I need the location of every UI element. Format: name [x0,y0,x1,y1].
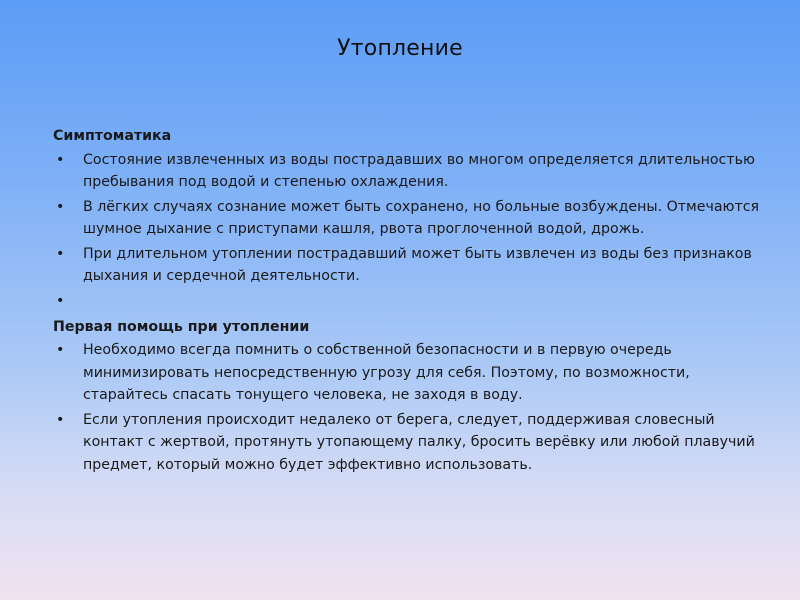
section-symptoms [53,125,765,312]
section-first-aid [53,316,765,477]
bullet-icon: • [56,245,65,262]
list-item-text: При длительном утоплении пострадавший может быть извлечен из воды без признаков дыхания и сердечной деятельности. [83,245,752,284]
list-item [53,243,765,288]
first-aid-list [53,339,765,476]
list-item [53,196,765,241]
list-item-text: Состояние извлеченных из воды пострадавших во многом определяется длительностью пребывания под водой и степенью охлаждения. [83,151,755,190]
bullet-icon: • [56,151,65,168]
list-item [53,339,765,407]
bullet-icon: • [56,342,65,358]
list-item-text: Необходимо всегда помнить о собственной безопасности и в первую очередь минимизировать непосредственную угрозу для себя. Поэтому, по возможности, старайтесь спасать тонущего человека, не заходя в воду. [83,342,690,403]
list-item-text: Если утопления происходит недалеко от берега, следует, поддерживая словесный контакт с жертвой, протянуть утопающему палку, бросить верёвку или любой плавучий предмет, который можно будет эффективно использовать. [83,411,755,473]
list-item [53,409,765,477]
bullet-icon: • [56,198,65,215]
bullet-icon: • [56,292,65,309]
section-heading-symptoms: Симптоматика [53,128,172,144]
slide-content [53,125,765,480]
list-item-text: В лёгких случаях сознание может быть сохранено, но больные возбуждены. Отмечаются шумное дыхание с приступами кашля, рвота проглоченной водой, дрожь. [83,198,760,237]
slide-title: Утопление [337,36,463,61]
list-item-empty [53,290,765,312]
section-heading-first-aid: Первая помощь при утоплении [53,318,310,335]
bullet-icon: • [56,411,65,428]
list-item [53,149,765,194]
symptoms-list [53,149,765,312]
